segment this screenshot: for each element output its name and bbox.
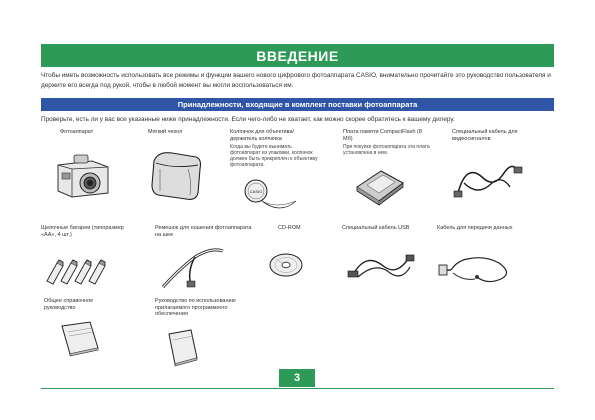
item-soft-case [140,129,210,214]
video-cable-icon [452,153,524,203]
battery-icon [43,253,107,287]
item-label: Ремешок для ношения фотоаппарата на шее [155,225,252,238]
item-label: Специальный кабель для видеосигналов [452,129,518,142]
item-note: При покупке фотоаппарата эта плата установлена в нем. [343,144,430,156]
guide-book-icon [56,318,102,358]
item-software-manual [155,298,255,368]
item-label: CD-ROM [278,225,301,231]
item-label: Плата памяти CompactFlash (8 Мб) [343,129,422,142]
item-label: Мягкий чехол [148,129,183,135]
check-paragraph: Проверьте, есть ли у вас все указанные ниже принадлежности. Если чего-либо не хватает, как можно скорее обратитесь к вашему дилеру. [41,116,455,123]
intro-paragraph: Чтобы иметь возможность использовать все режимы и функции вашего нового цифрового фотоаппарата CASIO, внимательно прочитайте это руководство пользователя и держите его всегда под рукой, чтобы в любой момент вы могли воспользоваться им. [41,72,551,89]
item-video-cable [452,129,547,214]
page-number: 3 [279,369,315,387]
item-data-cable [437,225,552,300]
memory-card-icon [353,167,407,207]
page-title: ВВЕДЕНИЕ [41,45,554,67]
neck-strap-icon [157,241,227,293]
lens-cap-icon [240,177,300,213]
item-general-guide [44,298,124,368]
camera-icon [52,151,114,203]
item-lens-cap [230,129,318,214]
item-neck-strap [155,225,255,300]
item-note: Когда вы будете вынимать фотоаппарат из упаковки, колпачок должен быть прикреплен к объективу фотоаппарата. [230,144,318,168]
item-usb-cable [342,225,437,300]
item-label: Щелочные батареи (типоразмер «AA», 4 шт.) [41,225,124,238]
item-camera [52,129,112,214]
lens-cap-logo: CASIO [249,189,263,194]
item-label: Общее справочное руководство [44,298,94,311]
item-memory-card [343,129,433,214]
item-batteries [41,225,136,300]
item-label: Колпачок для объектива/держатель колпачка [230,129,295,142]
item-label: Кабель для передачи данных [437,225,513,231]
usb-cable-icon [346,247,416,287]
section-title: Принадлежности, входящие в комплект поставки фотоаппарата [41,98,554,111]
cd-icon [268,249,308,279]
soft-case-icon [148,149,206,205]
data-cable-icon [437,247,517,291]
item-label: Фотоаппарат [60,129,94,135]
item-cd-rom [268,225,323,300]
manual-book-icon [163,328,203,368]
item-label: Специальный кабель USB [342,225,410,231]
item-label: Руководство по использованию прилагаемого программного обеспечения [155,298,236,317]
